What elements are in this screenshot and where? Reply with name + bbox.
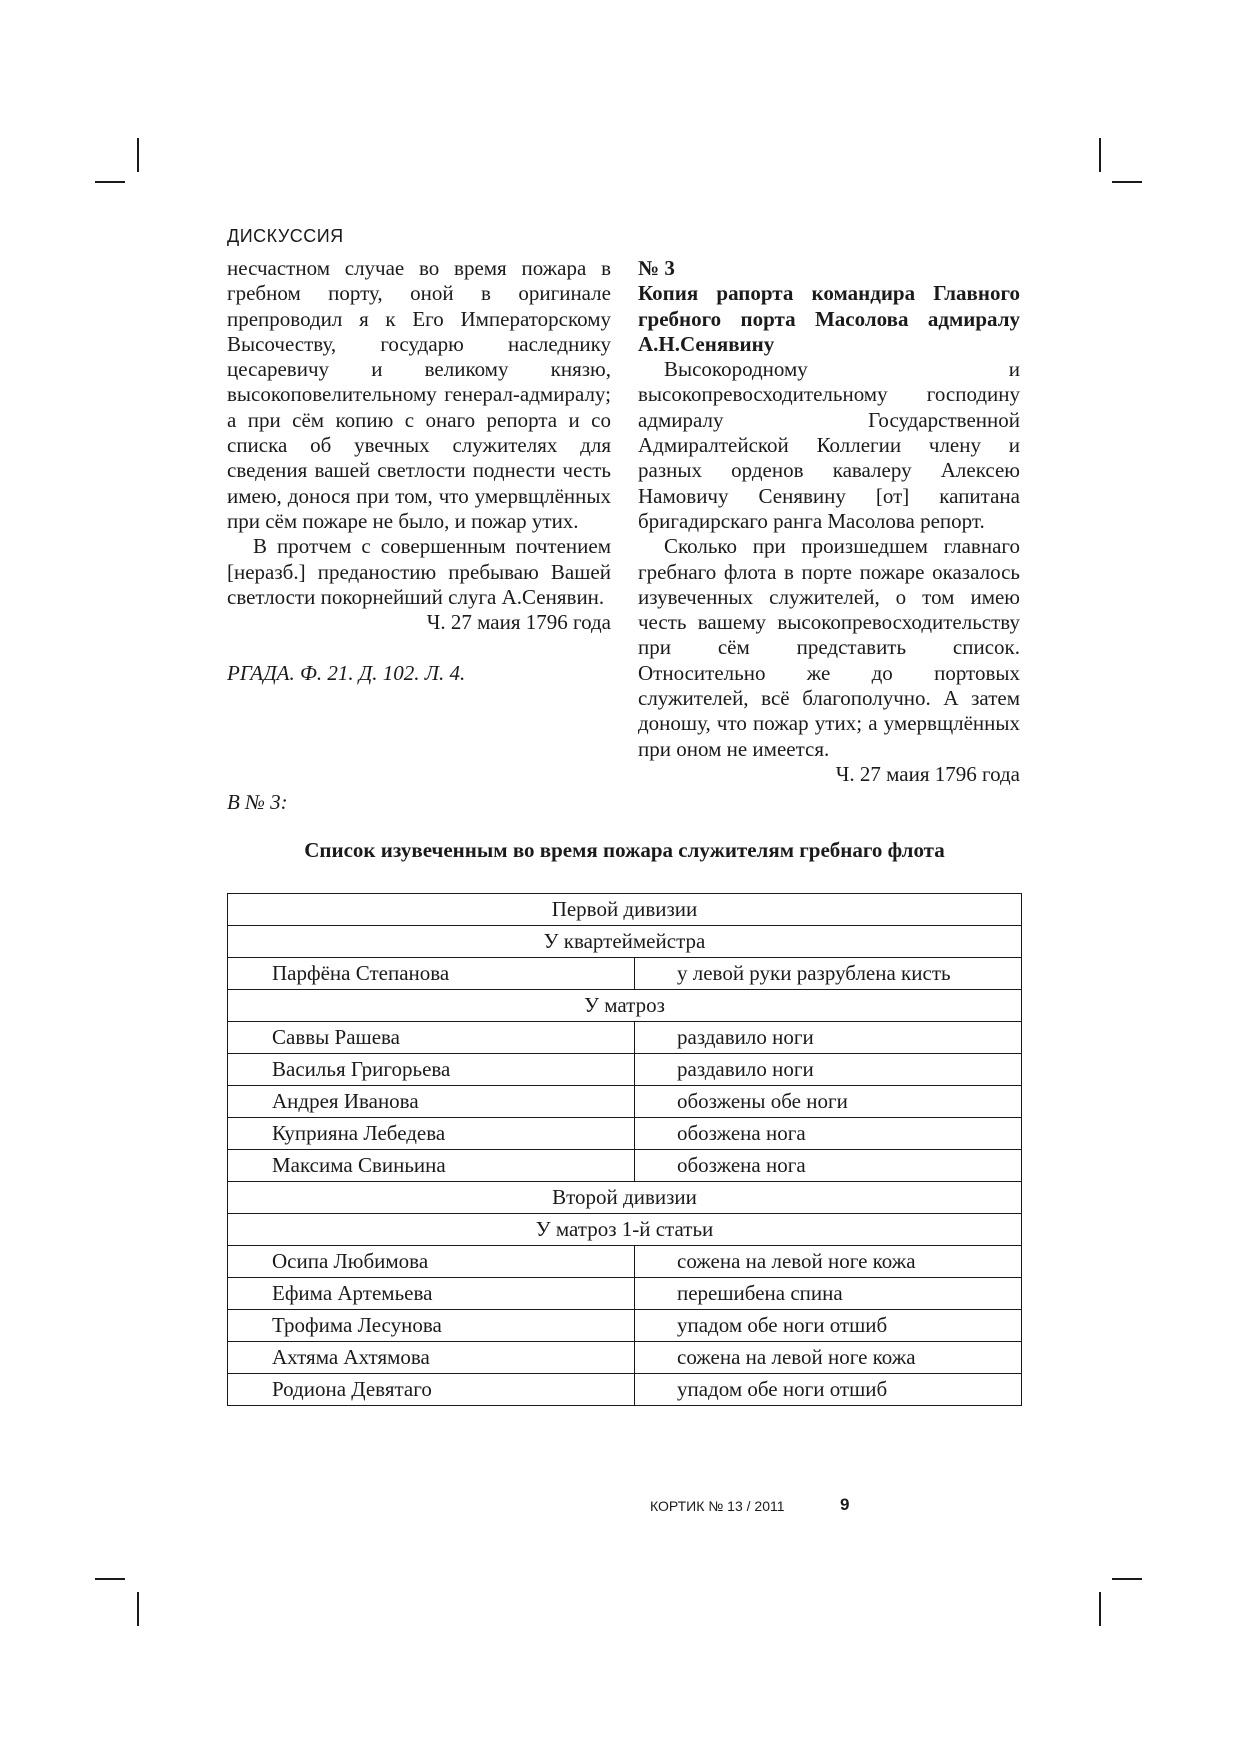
right-paragraph-1: Высокородному и высокопревосходительному господину адмиралу Государственной Адмиралтейской Коллегии члену и разных орденов кавалеру Алексею Намовичу Сенявину [от] капитана бригадирскаго ранга Масолова репорт.	[638, 357, 1020, 533]
sailor-name: Василья Григорьева	[228, 1054, 635, 1086]
injury-description: обозжены обе ноги	[635, 1086, 1022, 1118]
table-section-row	[228, 1182, 1022, 1214]
left-paragraph-2: В протчем с совершенным почтением [неразб.] преданостию пребываю Вашей светлости покорнейший слуга А.Сенявин.	[227, 534, 611, 609]
crop-mark-top-left-v	[137, 138, 139, 172]
injury-description: раздавило ноги	[635, 1054, 1022, 1086]
table-section-header: Первой дивизии	[228, 894, 1022, 926]
right-date: Ч. 27 маия 1796 года	[835, 761, 1020, 786]
sailor-name: Трофима Лесунова	[228, 1310, 635, 1342]
right-paragraph-2: Сколько при произшедшем главнаго гребнаго флота в порте пожаре оказалось изувеченных служителей, о том имею честь вашему высокопревосходительству при сём представить список. Относительно же до портовых служителей, всё благополучно. А затем доношу, что пожар утих; а умервщлённых при оном не имеется.	[638, 534, 1020, 761]
table-section-row	[228, 894, 1022, 926]
sailor-name: Осипа Любимова	[228, 1246, 635, 1278]
page-number: 9	[840, 1495, 850, 1514]
table-row	[228, 1342, 1022, 1374]
sailor-name: Родиона Девятаго	[228, 1374, 635, 1406]
left-date: Ч. 27 маия 1796 года	[426, 610, 611, 635]
table-row	[228, 1118, 1022, 1150]
sailor-name: Максима Свиньина	[228, 1150, 635, 1182]
injury-description: упадом обе ноги отшиб	[635, 1310, 1022, 1342]
crop-mark-bottom-right-h	[1112, 1578, 1142, 1580]
sailor-name: Ефима Артемьева	[228, 1278, 635, 1310]
sailor-name: Саввы Рашева	[228, 1022, 635, 1054]
list-title: Список изувеченным во время пожара служителям гребнаго флота	[304, 838, 945, 862]
injury-description: раздавило ноги	[635, 1022, 1022, 1054]
table-row	[228, 1022, 1022, 1054]
injury-description: обозжена нога	[635, 1118, 1022, 1150]
table-row	[228, 1374, 1022, 1406]
table-section-header: Второй дивизии	[228, 1182, 1022, 1214]
right-column	[638, 256, 1020, 787]
injury-description: сожена на левой ноге кожа	[635, 1246, 1022, 1278]
table-row	[228, 1054, 1022, 1086]
table-section-header: У матроз 1-й статьи	[228, 1214, 1022, 1246]
sailor-name: Андрея Иванова	[228, 1086, 635, 1118]
injury-description: сожена на левой ноге кожа	[635, 1342, 1022, 1374]
table-section-row	[228, 990, 1022, 1022]
table-section-header: У квартеймейстра	[228, 926, 1022, 958]
casualty-table	[227, 893, 1022, 1406]
table-row	[228, 958, 1022, 990]
table-row	[228, 1310, 1022, 1342]
table-row	[228, 1150, 1022, 1182]
crop-mark-bottom-left-h	[95, 1578, 125, 1580]
table-row	[228, 1278, 1022, 1310]
injury-description: упадом обе ноги отшиб	[635, 1374, 1022, 1406]
section-label: ДИСКУССИЯ	[227, 226, 344, 246]
table-row	[228, 1246, 1022, 1278]
crop-mark-top-right-h	[1112, 181, 1142, 183]
table-section-row	[228, 1214, 1022, 1246]
injury-description: перешибена спина	[635, 1278, 1022, 1310]
crop-mark-top-right-v	[1099, 138, 1101, 172]
left-paragraph-1: несчастном случае во время пожара в гребном порту, оной в оригинале препроводил я к Его Императорскому Высочеству, государю наследнику цесаревичу и великому князю, высокоповелительному генерал-адмиралу; а при сём копию с онаго репорта и со списка об увечных служителях для сведения вашей светлости поднести честь имею, донося при том, что умервщлённых при сём пожаре не было, и пожар утих.	[227, 256, 611, 533]
injury-description: у левой руки разрублена кисть	[635, 958, 1022, 990]
left-column	[227, 256, 611, 687]
document-heading: Копия рапорта командира Главного гребного порта Масолова адмиралу А.Н.Сенявину	[638, 281, 1020, 356]
sailor-name: Куприяна Лебедева	[228, 1118, 635, 1150]
table-section-header: У матроз	[228, 990, 1022, 1022]
sailor-name: Ахтяма Ахтямова	[228, 1342, 635, 1374]
crop-mark-top-left-h	[95, 181, 125, 183]
sailor-name: Парфёна Степанова	[228, 958, 635, 990]
table-row	[228, 1086, 1022, 1118]
crop-mark-bottom-left-v	[137, 1592, 139, 1626]
crop-mark-bottom-right-v	[1099, 1592, 1101, 1626]
archive-reference: РГАДА. Ф. 21. Д. 102. Л. 4.	[227, 661, 466, 686]
appendix-label: В № 3:	[227, 790, 288, 814]
table-section-row	[228, 926, 1022, 958]
publication-footer: КОРТИК № 13 / 2011	[650, 1498, 785, 1514]
injury-description: обозжена нога	[635, 1150, 1022, 1182]
document-number: № 3	[638, 256, 675, 280]
